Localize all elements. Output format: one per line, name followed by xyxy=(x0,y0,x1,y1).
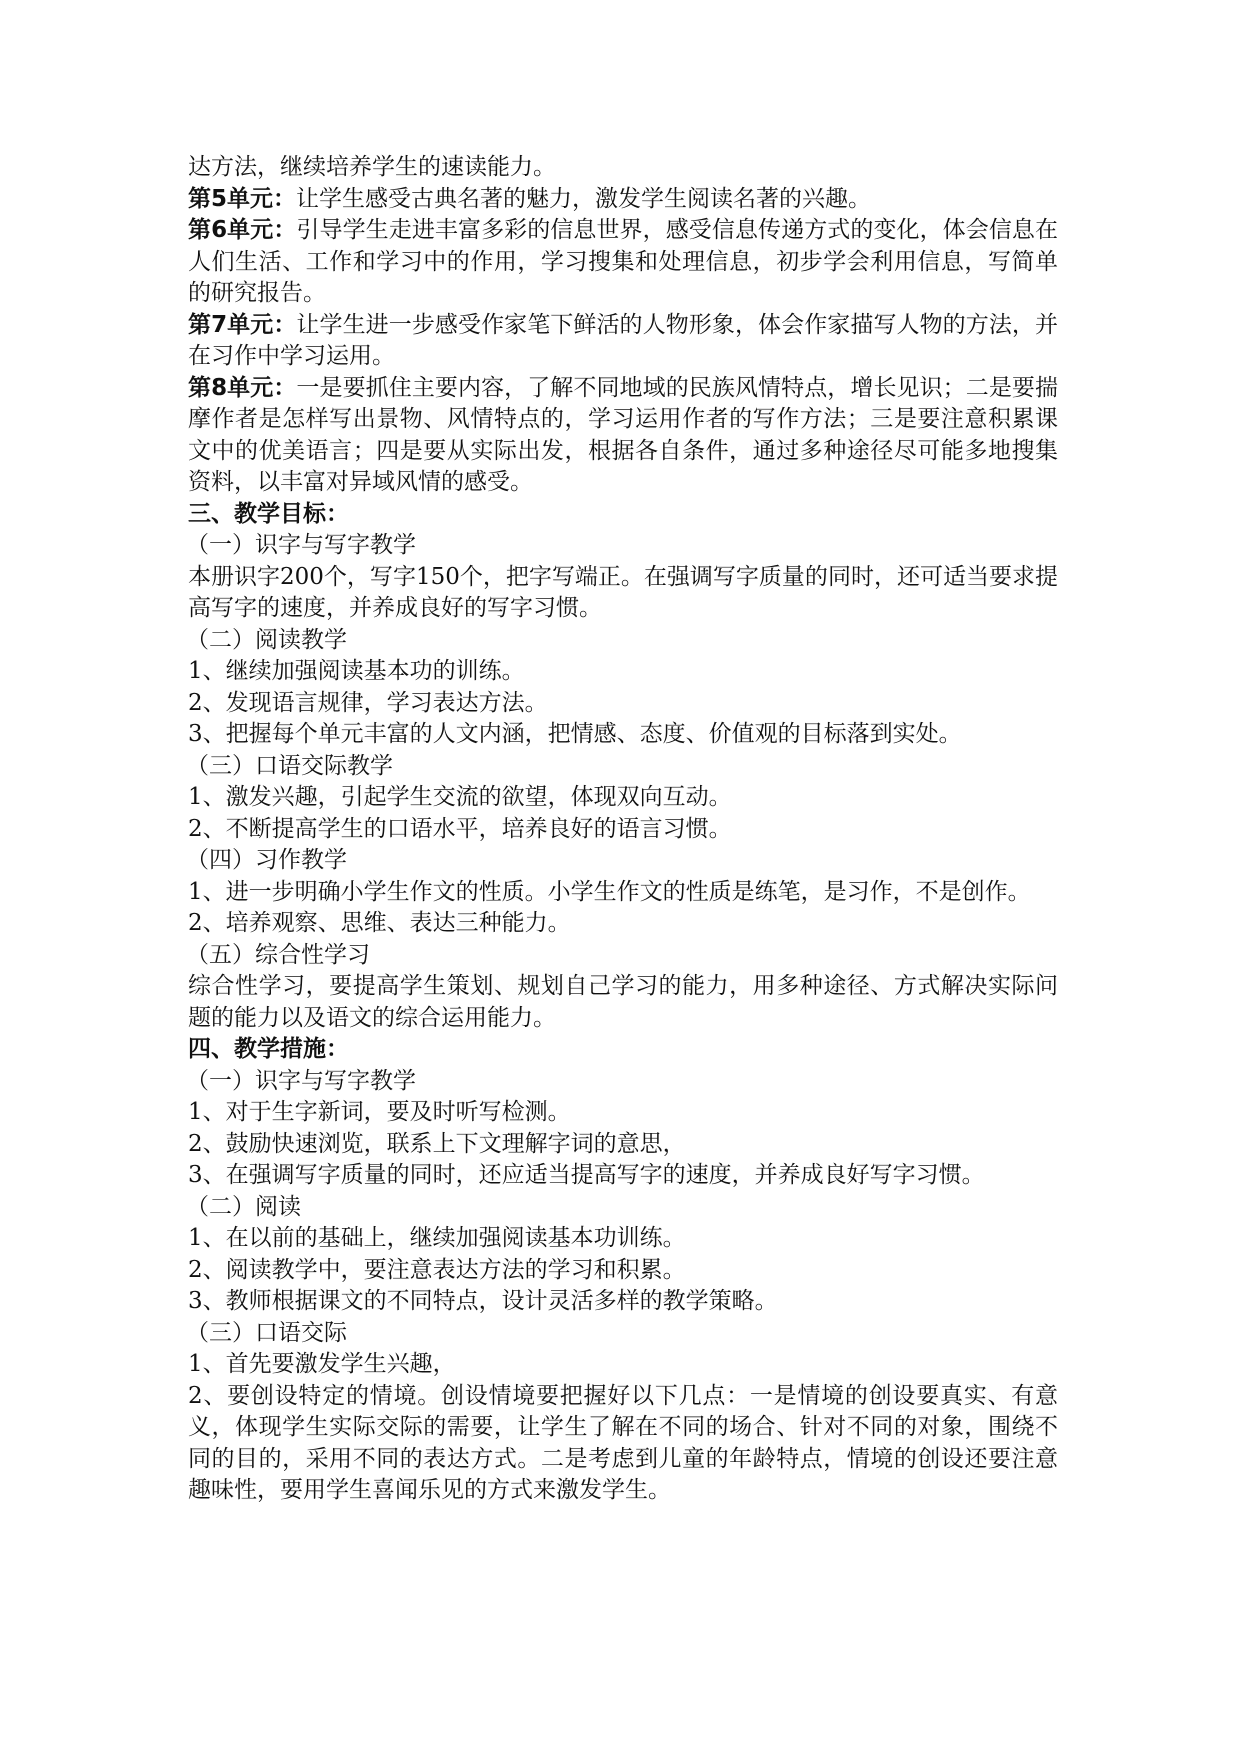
list-item: 2、鼓励快速浏览，联系上下文理解字词的意思， xyxy=(188,1130,686,1157)
list-item: 1、激发兴趣，引起学生交流的欲望，体现双向互动。 xyxy=(188,784,732,810)
unit-5-label: 第5单元： xyxy=(188,185,297,212)
section-4-sub-2-title: （二）阅读 xyxy=(186,1193,301,1220)
section-3-sub-3-title: （三）口语交际教学 xyxy=(186,752,393,779)
section-3-sub-1-title: （一）识字与写字教学 xyxy=(186,532,416,558)
section-4-heading: 四、教学措施： xyxy=(188,1036,349,1062)
section-3-sub-4-title: （四）习作教学 xyxy=(186,847,347,873)
unit-7-text: 让学生进一步感受作家笔下鲜活的人物形象，体会作家描写人物的方法，并在习作中学习运用。 xyxy=(188,311,1059,369)
unit-6-label: 第6单元： xyxy=(188,217,297,243)
list-item: 2、培养观察、思维、表达三种能力。 xyxy=(188,910,571,936)
unit-7-paragraph xyxy=(188,310,1058,373)
unit-7-label: 第7单元： xyxy=(188,311,297,338)
list-item: 1、在以前的基础上，继续加强阅读基本功训练。 xyxy=(188,1225,686,1251)
document-body xyxy=(188,152,1058,1507)
unit-5-paragraph xyxy=(188,184,1058,216)
list-item: 1、进一步明确小学生作文的性质。小学生作文的性质是练笔，是习作，不是创作。 xyxy=(188,878,1031,905)
list-item: 2、阅读教学中，要注意表达方法的学习和积累。 xyxy=(188,1256,686,1283)
unit-8-text: 一是要抓住主要内容，了解不同地域的民族风情特点，增长见识；二是要揣摩作者是怎样写出景物、风情特点的，学习运用作者的写作方法；三是要注意积累课文中的优美语言；四是要从实际出发，根据各自条件，通过多种途径尽可能多地搜集资料，以丰富对异域风情的感受。 xyxy=(188,374,1059,495)
section-3-sub-5-title: （五）综合性学习 xyxy=(186,941,370,968)
unit-6-paragraph xyxy=(188,215,1058,310)
list-item: 3、在强调写字质量的同时，还应适当提高写字的速度，并养成良好写字习惯。 xyxy=(188,1162,985,1188)
list-item: 3、把握每个单元丰富的人文内涵，把情感、态度、价值观的目标落到实处。 xyxy=(188,721,962,747)
section-4-sub-3-title: （三）口语交际 xyxy=(186,1319,347,1346)
paragraph-intro-tail: 达方法，继续培养学生的速读能力。 xyxy=(188,154,556,180)
list-item: 1、继续加强阅读基本功的训练。 xyxy=(188,658,525,684)
list-item: 3、教师根据课文的不同特点，设计灵活多样的教学策略。 xyxy=(188,1288,778,1314)
list-item: 2、不断提高学生的口语水平，培养良好的语言习惯。 xyxy=(188,815,732,842)
section-3-sub-2-title: （二）阅读教学 xyxy=(186,626,347,653)
unit-8-label: 第8单元： xyxy=(188,374,297,401)
list-item: 1、对于生字新词，要及时听写检测。 xyxy=(188,1099,571,1125)
list-item: 2、要创设特定的情境。创设情境要把握好以下几点：一是情境的创设要真实、有意义，体现学生实际交际的需要，让学生了解在不同的场合、针对不同的对象，围绕不同的目的，采用不同的表达方式。二是考虑到儿童的年龄特点，情境的创设还要注意趣味性，要用学生喜闻乐见的方式来激发学生。 xyxy=(188,1382,1058,1503)
unit-8-paragraph xyxy=(188,373,1058,499)
list-item: 2、发现语言规律，学习表达方法。 xyxy=(188,689,548,716)
unit-5-text: 让学生感受古典名著的魅力，激发学生阅读名著的兴趣。 xyxy=(296,185,872,212)
section-3-heading: 三、教学目标： xyxy=(188,500,349,527)
section-3-sub-5-text: 综合性学习，要提高学生策划、规划自己学习的能力，用多种途径、方式解决实际问题的能力以及语文的综合运用能力。 xyxy=(188,973,1058,1031)
section-4-sub-1-title: （一）识字与写字教学 xyxy=(186,1067,416,1094)
list-item: 1、首先要激发学生兴趣， xyxy=(188,1351,456,1377)
section-3-sub-1-text: 本册识字200个，写字150个，把字写端正。在强调写字质量的同时，还可适当要求提高写字的速度，并养成良好的写字习惯。 xyxy=(188,563,1058,621)
unit-6-text: 引导学生走进丰富多彩的信息世界，感受信息传递方式的变化，体会信息在人们生活、工作和学习中的作用，学习搜集和处理信息，初步学会利用信息，写简单的研究报告。 xyxy=(188,217,1059,306)
